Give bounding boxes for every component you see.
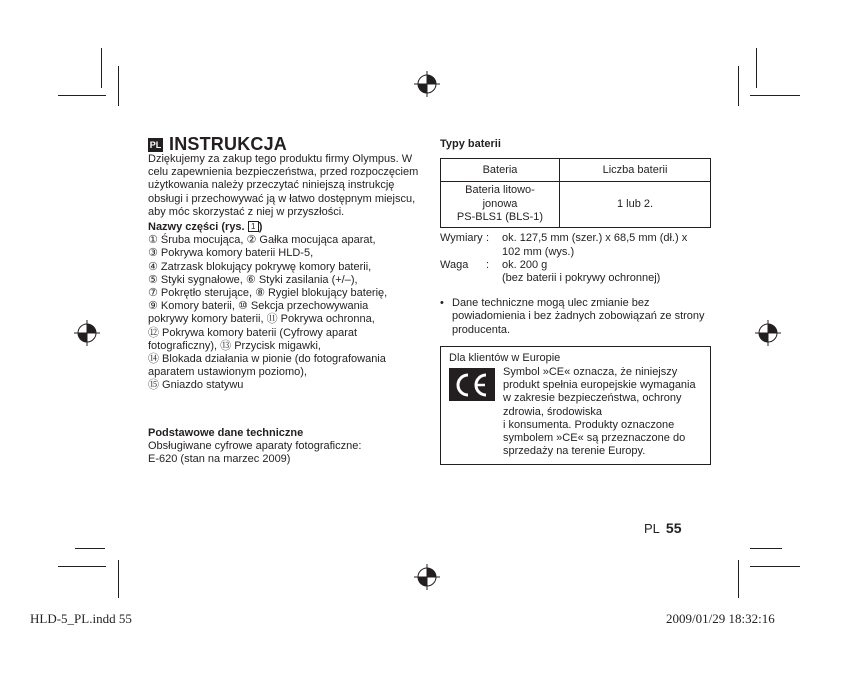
footer-timestamp: 2009/01/29 18:32:16 — [666, 611, 775, 626]
table-header: Bateria — [441, 159, 560, 182]
crop-mark — [750, 95, 800, 96]
spec-row — [440, 259, 710, 285]
crop-mark — [750, 566, 800, 567]
crop-mark — [738, 66, 739, 106]
registration-mark-icon — [414, 71, 440, 97]
eu-notice-box — [440, 346, 711, 466]
spec-value: ok. 127,5 mm (szer.) x 68,5 mm (dł.) x 102 mm (wys.) — [502, 232, 688, 258]
parts-line: ⑤ Styki sygnałowe, ⑥ Styki zasilania (+/–), — [148, 273, 358, 286]
spec-value: ok. 200 g (bez baterii i pokrywy ochronnej) — [502, 258, 661, 285]
parts-line: ⑫ Pokrywa komory baterii (Cyfrowy aparat — [148, 326, 358, 339]
figure-ref: 1 — [248, 221, 259, 232]
spec-label: Wymiary — [440, 232, 483, 245]
parts-line: ⑭ Blokada działania w pionie (do fotografowania — [148, 353, 386, 366]
table-row — [441, 182, 711, 228]
left-column — [148, 134, 426, 466]
parts-line: aparatem ustawionym poziomo), — [148, 366, 307, 379]
crop-mark — [75, 548, 105, 549]
table-header: Liczba baterii — [560, 159, 711, 182]
parts-line: pokrywy komory baterii, ⑪ Pokrywa ochronna, — [148, 313, 375, 326]
parts-heading: Nazwy części (rys. 1 ) — [148, 221, 263, 234]
registration-mark-icon — [414, 564, 440, 590]
crop-mark — [750, 548, 782, 549]
parts-line: fotograficzny), ⑬ Przycisk migawki, — [148, 339, 321, 352]
parts-line: ④ Zatrzask blokujący pokrywę komory baterii, — [148, 260, 372, 273]
parts-section — [148, 221, 426, 393]
title-text: INSTRUKCJA — [169, 134, 288, 155]
crop-mark — [756, 48, 757, 88]
crop-mark — [58, 95, 106, 96]
tech-section — [148, 427, 426, 467]
spec-separator: : — [486, 232, 490, 245]
parts-line: ⑨ Komory baterii, ⑩ Sekcja przechowywania — [148, 300, 369, 313]
tech-line: E-620 (stan na marzec 2009) — [148, 453, 291, 466]
ce-mark-icon — [449, 368, 495, 401]
registration-mark-icon — [755, 320, 781, 346]
notice-text: Dane techniczne mogą ulec zmianie bez powiadomienia i bez żadnych zobowiązań ze strony producenta. — [452, 297, 705, 336]
bullet-icon: • — [440, 297, 444, 310]
spec-label: Waga — [440, 258, 469, 271]
battery-heading: Typy baterii — [440, 138, 501, 150]
spec-separator: : — [486, 258, 490, 271]
notice-item — [440, 297, 710, 337]
page-title — [148, 134, 426, 155]
battery-table — [440, 158, 711, 228]
crop-mark — [738, 560, 739, 598]
right-column — [440, 138, 710, 465]
language-badge: PL — [149, 140, 162, 150]
intro-paragraph: Dziękujemy za zakup tego produktu firmy Olympus. W celu zapewnienia bezpieczeństwa, przed rozpoczęciem użytkowania należy przeczytać niniejszą instrukcję obsługi i przechowywać ją w łatwo dostępnym miejscu, aby móc skorzystać z niej w przyszłości. — [148, 153, 419, 218]
table-cell: 1 lub 2. — [560, 182, 711, 228]
page-number-value: 55 — [665, 520, 682, 536]
crop-mark — [58, 566, 106, 567]
crop-mark — [101, 48, 102, 88]
spec-row — [440, 232, 710, 258]
page-number — [644, 520, 681, 536]
crop-mark — [118, 66, 119, 106]
registration-mark-icon — [74, 320, 100, 346]
parts-line: ⑮ Gniazdo statywu — [148, 379, 244, 392]
parts-line: ① Śruba mocująca, ② Gałka mocująca aparat, — [148, 234, 376, 247]
page-lang: PL — [644, 521, 660, 536]
eu-title: Dla klientów w Europie — [449, 351, 561, 364]
tech-line: Obsługiwane cyfrowe aparaty fotograficzne: — [148, 439, 362, 452]
tech-heading: Podstawowe dane techniczne — [148, 426, 304, 439]
footer-file: HLD-5_PL.indd 55 — [30, 611, 132, 626]
table-cell: Bateria litowo- jonowa PS-BLS1 (BLS-1) — [441, 182, 560, 228]
crop-mark — [118, 560, 119, 598]
parts-line: ③ Pokrywa komory baterii HLD-5, — [148, 247, 314, 260]
parts-line: ⑦ Pokrętło sterujące, ⑧ Rygiel blokujący baterię, — [148, 287, 388, 300]
eu-text: Symbol »CE« oznacza, że niniejszy produkt spełnia europejskie wymagania w zakresie bezpieczeństwa, ochrony zdrowia, środowiska i konsumenta. Produkty oznaczone symbolem »CE« są przeznaczone do sprzedaży na terenie Europy. — [503, 366, 696, 458]
